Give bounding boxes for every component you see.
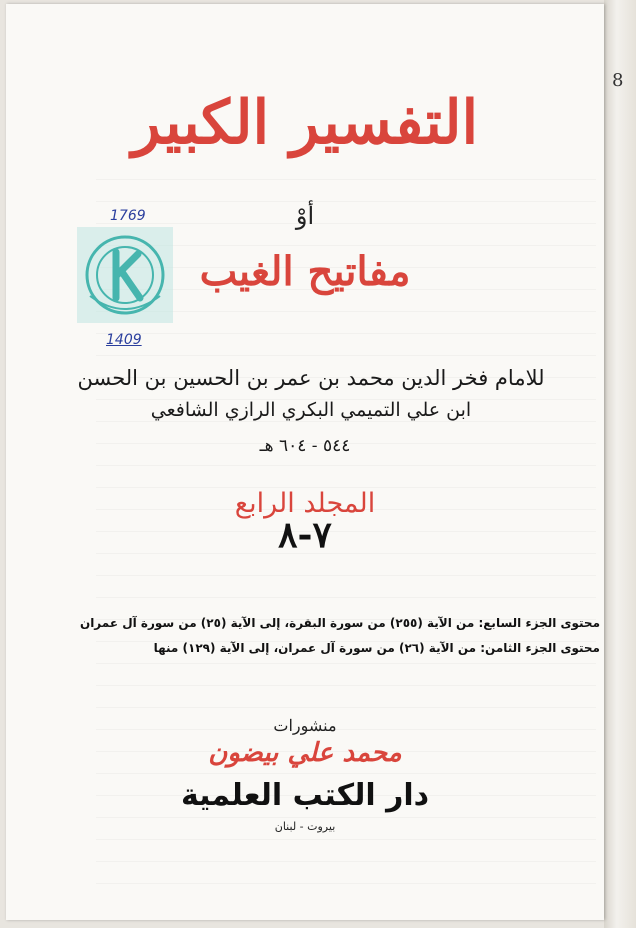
publisher-logo: دار الكتب العلمية (180, 778, 430, 813)
volume-label: المجلد الرابع (234, 488, 376, 519)
parts-number: ٧-٨ (278, 514, 332, 556)
book-spine-edge (604, 0, 636, 928)
contents-part-8: محتوى الجزء الثامن: من الآية (٢٦) من سورة آل عمران، إلى الآية (١٢٩) منها (153, 641, 600, 655)
title-page (6, 4, 604, 920)
contents-part-7: محتوى الجزء السابع: من الآية (٢٥٥) من سورة البقرة، إلى الآية (٢٥) من سورة آل عمران (79, 616, 600, 630)
handwritten-number-top: 1769 (110, 208, 146, 224)
author-dates: ٥٤٤ - ٦٠٤ هـ (259, 436, 351, 456)
corner-page-mark: 8 (612, 70, 624, 91)
publisher-label: منشورات (273, 716, 337, 735)
book-alternate-title: مفاتيح الغيب (199, 248, 411, 295)
book-title: التفسير الكبير (131, 88, 479, 158)
publisher-owner-signature: محمد علي بيضون (208, 738, 402, 768)
author-line-2: ابن علي التميمي البكري الرازي الشافعي (150, 399, 472, 421)
publisher-city: بيروت - لبنان (274, 820, 336, 833)
handwritten-number-bottom: 1409 (106, 332, 142, 348)
author-line-1: للامام فخر الدين محمد بن عمر بن الحسين بن الحسن (77, 366, 545, 390)
title-conjunction: أوْ (295, 202, 315, 230)
library-stamp-icon (76, 226, 174, 324)
